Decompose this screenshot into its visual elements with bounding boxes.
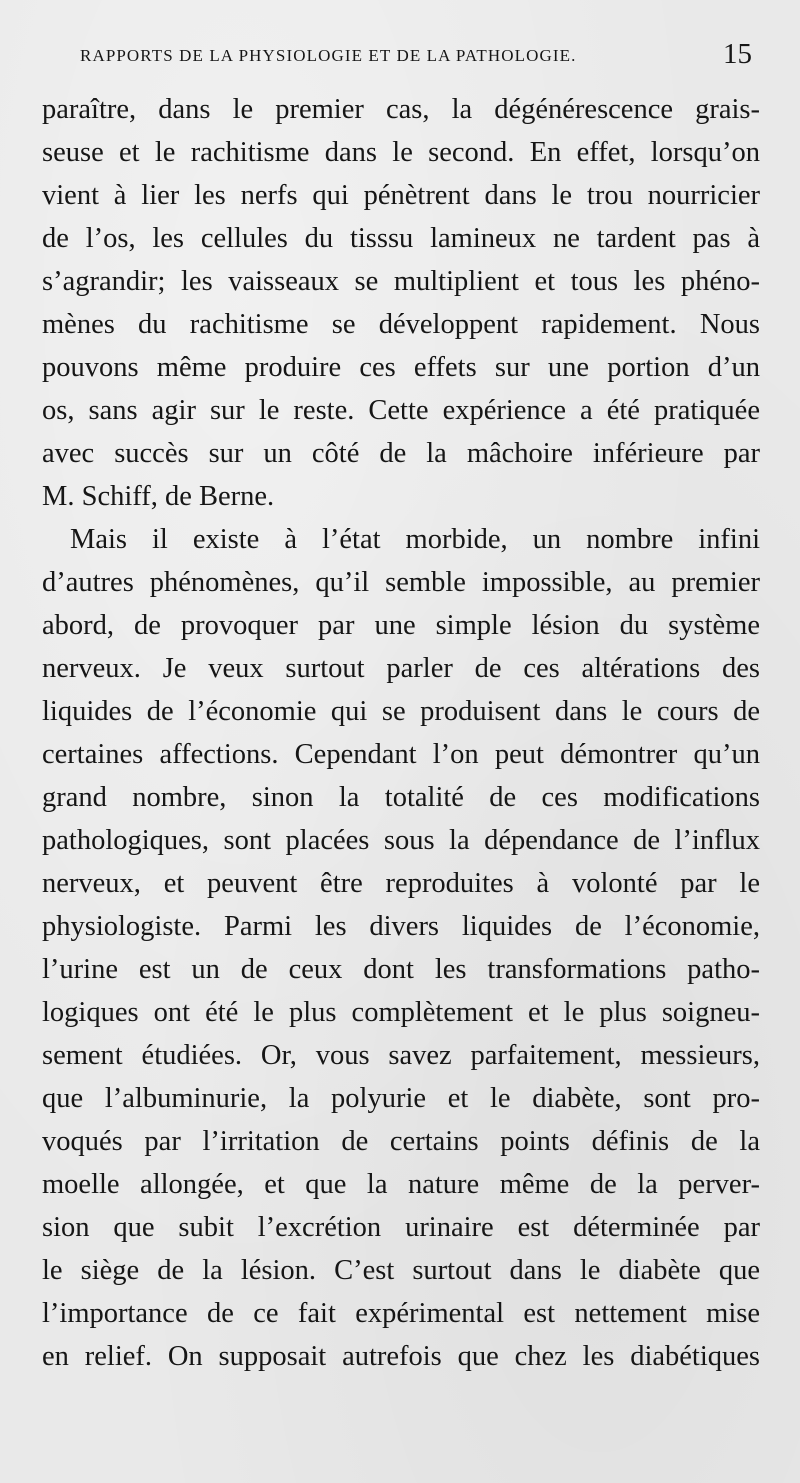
text-line: seuse et le rachitisme dans le second. En effet, lorsqu’on bbox=[42, 137, 760, 168]
text-line: vient à lier les nerfs qui pénètrent dans le trou nourricier bbox=[42, 180, 760, 211]
text-line: avec succès sur un côté de la mâchoire inférieure par bbox=[42, 438, 760, 469]
text-line: pouvons même produire ces effets sur une portion d’un bbox=[42, 352, 760, 383]
text-line: grand nombre, sinon la totalité de ces modifications bbox=[42, 782, 760, 813]
text-line: l’urine est un de ceux dont les transformations patho- bbox=[42, 954, 760, 985]
text-line: os, sans agir sur le reste. Cette expérience a été pratiquée bbox=[42, 395, 760, 426]
body-text bbox=[42, 88, 760, 1378]
text-line: certaines affections. Cependant l’on peut démontrer qu’un bbox=[42, 739, 760, 770]
text-line: sion que subit l’excrétion urinaire est déterminée par bbox=[42, 1212, 760, 1243]
text-line: M. Schiff, de Berne. bbox=[42, 481, 275, 512]
text-line: s’agrandir; les vaisseaux se multiplient et tous les phéno- bbox=[42, 266, 760, 297]
text-line: le siège de la lésion. C’est surtout dans le diabète que bbox=[42, 1255, 760, 1286]
text-line: sement étudiées. Or, vous savez parfaitement, messieurs, bbox=[42, 1040, 760, 1071]
text-line: moelle allongée, et que la nature même de la perver- bbox=[42, 1169, 760, 1200]
text-line: en relief. On supposait autrefois que chez les diabétiques bbox=[42, 1341, 760, 1372]
text-line: d’autres phénomènes, qu’il semble impossible, au premier bbox=[42, 567, 760, 598]
text-line: que l’albuminurie, la polyurie et le diabète, sont pro- bbox=[42, 1083, 760, 1114]
text-line: liquides de l’économie qui se produisent dans le cours de bbox=[42, 696, 760, 727]
text-line: nerveux, et peuvent être reproduites à volonté par le bbox=[42, 868, 760, 899]
page-number: 15 bbox=[723, 38, 752, 70]
text-line: Mais il existe à l’état morbide, un nombre infini bbox=[70, 524, 760, 555]
text-line: de l’os, les cellules du tisssu lamineux ne tardent pas à bbox=[42, 223, 760, 254]
text-line: nerveux. Je veux surtout parler de ces altérations des bbox=[42, 653, 760, 684]
text-line: l’importance de ce fait expérimental est nettement mise bbox=[42, 1298, 760, 1329]
running-title: RAPPORTS DE LA PHYSIOLOGIE ET DE LA PATHOLOGIE. bbox=[80, 46, 577, 65]
text-line: logiques ont été le plus complètement et le plus soigneu- bbox=[42, 997, 760, 1028]
running-head bbox=[80, 38, 760, 78]
text-line: paraître, dans le premier cas, la dégénérescence grais- bbox=[42, 94, 760, 125]
text-line: voqués par l’irritation de certains points définis de la bbox=[42, 1126, 760, 1157]
text-line: pathologiques, sont placées sous la dépendance de l’influx bbox=[42, 825, 760, 856]
text-line: mènes du rachitisme se développent rapidement. Nous bbox=[42, 309, 760, 340]
text-line: physiologiste. Parmi les divers liquides de l’économie, bbox=[42, 911, 760, 942]
text-line: abord, de provoquer par une simple lésion du système bbox=[42, 610, 760, 641]
